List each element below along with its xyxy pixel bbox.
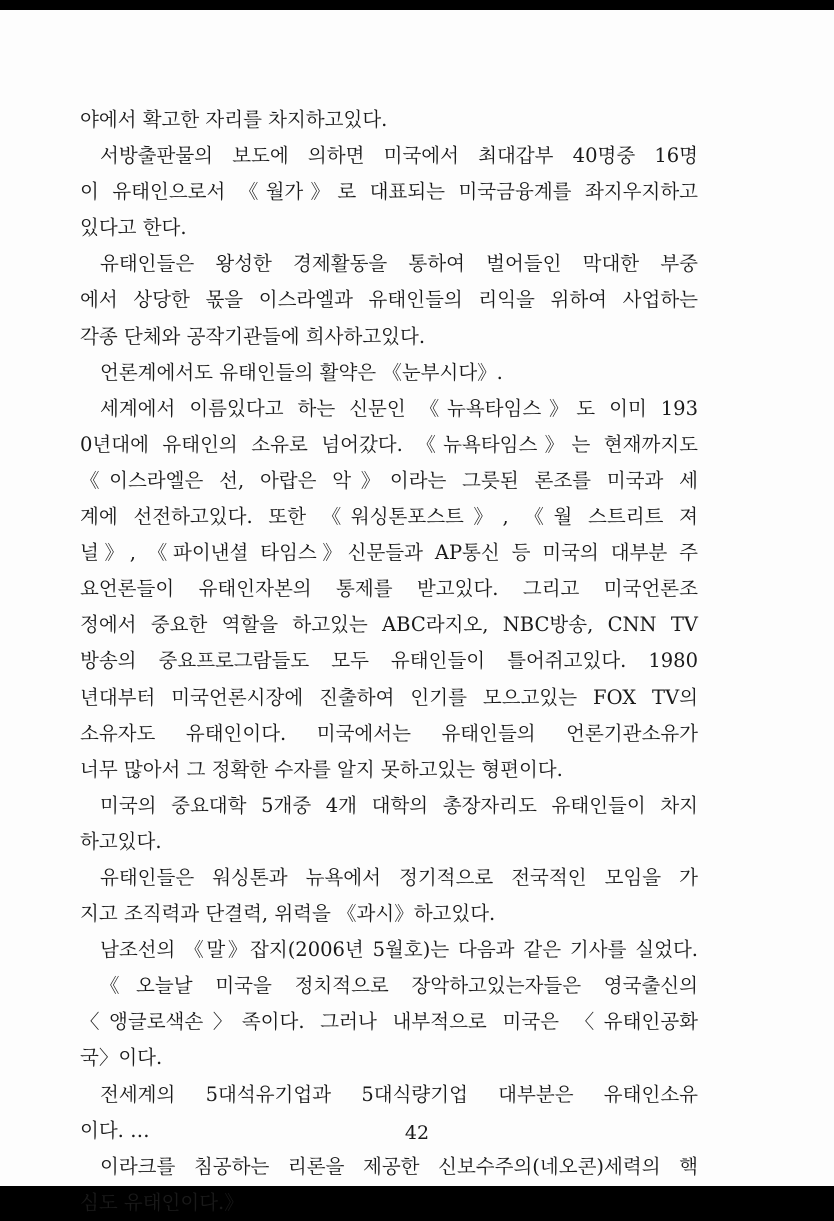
text-line: 국〉이다. — [80, 1046, 163, 1070]
text-line: 요언론들이 유태인자본의 통제를 받고있다. 그리고 미국언론조 — [80, 577, 698, 601]
text-line: 방송의 중요프로그람들도 모두 유태인들이 틀어쥐고있다. 1980 — [80, 649, 698, 673]
text-line: 세계에서 이름있다고 하는 신문인 《뉴욕타임스》도 이미 193 — [100, 396, 698, 420]
text-line: 너무 많아서 그 정확한 수자를 알지 못하고있는 형편이다. — [80, 757, 563, 781]
text-line: 년대부터 미국언론시장에 진출하여 인기를 모으고있는 FOX TV의 — [80, 685, 698, 709]
text-line: 이라크를 침공하는 리론을 제공한 신보수주의(네오콘)세력의 핵 — [100, 1154, 698, 1178]
text-line: 계에 선전하고있다. 또한 《워싱톤포스트》, 《월 스트리트 져 — [80, 505, 698, 529]
text-line: 심도 유태인이다.》 — [80, 1190, 244, 1214]
text-line: 유태인들은 왕성한 경제활동을 통하여 벌어들인 막대한 부중 — [100, 252, 698, 276]
text-line: 정에서 중요한 역할을 하고있는 ABC라지오, NBC방송, CNN TV — [80, 613, 698, 637]
text-line: 전세계의 5대석유기업과 5대식량기업 대부분은 유태인소유 — [100, 1082, 698, 1106]
page-number: 42 — [404, 1122, 430, 1144]
body-text — [80, 102, 698, 1221]
text-line: 각종 단체와 공작기관들에 희사하고있다. — [80, 324, 426, 348]
text-line: 이다. … — [80, 1118, 150, 1142]
text-line: 에서 상당한 몫을 이스라엘과 유태인들의 리익을 위하여 사업하는 — [80, 288, 698, 312]
text-line: 《오늘날 미국을 정치적으로 장악하고있는자들은 영국출신의 — [100, 974, 698, 998]
text-line: 있다고 한다. — [80, 216, 187, 240]
text-line: 《이스라엘은 선, 아랍은 악》이라는 그릇된 론조를 미국과 세 — [80, 468, 698, 492]
text-line: 남조선의 《말》잡지(2006년 5월호)는 다음과 같은 기사를 실었다. — [100, 938, 698, 962]
text-line: 하고있다. — [80, 829, 162, 853]
text-line: 널》, 《파이낸셜 타임스》신문들과 AP통신 등 미국의 대부분 주 — [80, 541, 698, 565]
text-line: 이 유태인으로서 《월가》로 대표되는 미국금융계를 좌지우지하고 — [80, 180, 698, 204]
document-page — [0, 10, 834, 1214]
text-line: 〈앵글로색손〉족이다. 그러나 내부적으로 미국은 〈유태인공화 — [80, 1010, 698, 1034]
text-line: 서방출판물의 보도에 의하면 미국에서 최대갑부 40명중 16명 — [100, 144, 698, 168]
text-line: 언론계에서도 유태인들의 활약은 《눈부시다》. — [100, 360, 503, 384]
text-line: 0년대에 유태인의 소유로 넘어갔다. 《뉴욕타임스》는 현재까지도 — [80, 432, 698, 456]
text-line: 소유자도 유태인이다. 미국에서는 유태인들의 언론기관소유가 — [80, 721, 698, 745]
text-line: 야에서 확고한 자리를 차지하고있다. — [80, 108, 388, 131]
text-line: 유태인들은 워싱톤과 뉴욕에서 정기적으로 전국적인 모임을 가 — [100, 865, 698, 889]
text-line: 미국의 중요대학 5개중 4개 대학의 총장자리도 유태인들이 차지 — [100, 793, 698, 817]
text-line: 지고 조직력과 단결력, 위력을 《과시》하고있다. — [80, 902, 496, 926]
